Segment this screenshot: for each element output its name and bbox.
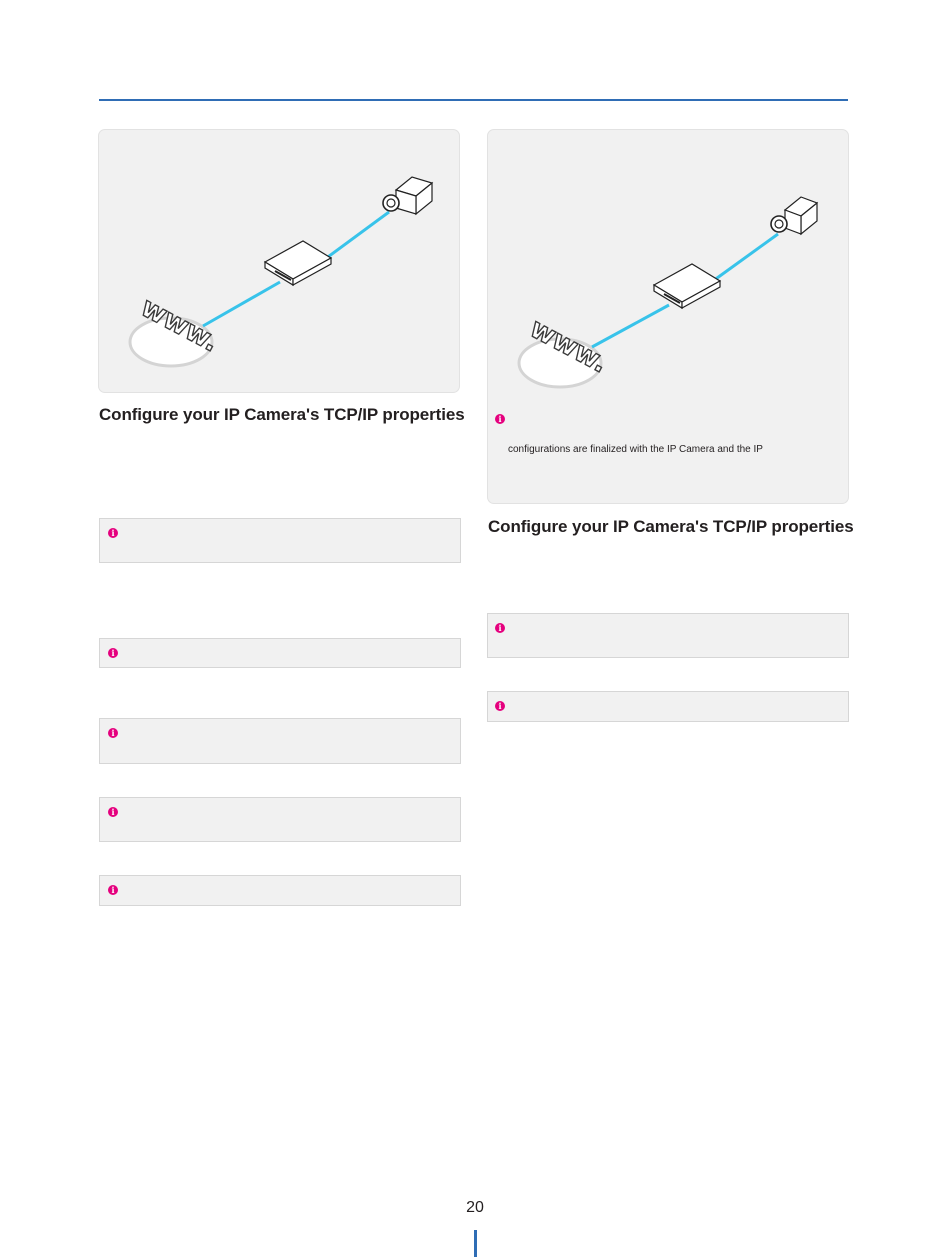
camera-link-line [706, 234, 778, 286]
svg-text:www.: www. [524, 312, 613, 380]
ip-camera-icon [771, 197, 817, 234]
www-internet-icon [519, 313, 613, 387]
section-heading: Configure your IP Camera's TCP/IP properties [488, 517, 854, 536]
www-internet-icon [130, 292, 224, 366]
info-icon: i [108, 885, 118, 895]
ip-camera-icon [383, 177, 432, 214]
footer-marker [474, 1230, 477, 1257]
note-box [487, 691, 849, 722]
info-icon: i [108, 648, 118, 658]
info-icon: i [108, 728, 118, 738]
page-number: 20 [466, 1199, 484, 1216]
section-heading: Configure your IP Camera's TCP/IP properties [99, 405, 465, 424]
note-box [99, 518, 461, 563]
internet-link-line [592, 305, 669, 347]
note-box [99, 638, 461, 668]
info-icon: i [108, 528, 118, 538]
network-diagram-left [98, 129, 460, 393]
network-switch-icon [265, 241, 331, 285]
info-icon: i [495, 414, 505, 424]
network-diagram-right [487, 129, 849, 504]
note-box [99, 797, 461, 842]
internet-link-line [203, 282, 280, 326]
note-box [487, 613, 849, 658]
note-box [99, 718, 461, 764]
figure-note-text: configurations are finalized with the IP Camera and the IP [508, 444, 763, 455]
info-icon: i [495, 701, 505, 711]
svg-text:www.: www. [135, 291, 224, 359]
network-switch-icon [654, 264, 720, 308]
note-box [99, 875, 461, 906]
header-rule [99, 99, 848, 101]
info-icon: i [495, 623, 505, 633]
info-icon: i [108, 807, 118, 817]
